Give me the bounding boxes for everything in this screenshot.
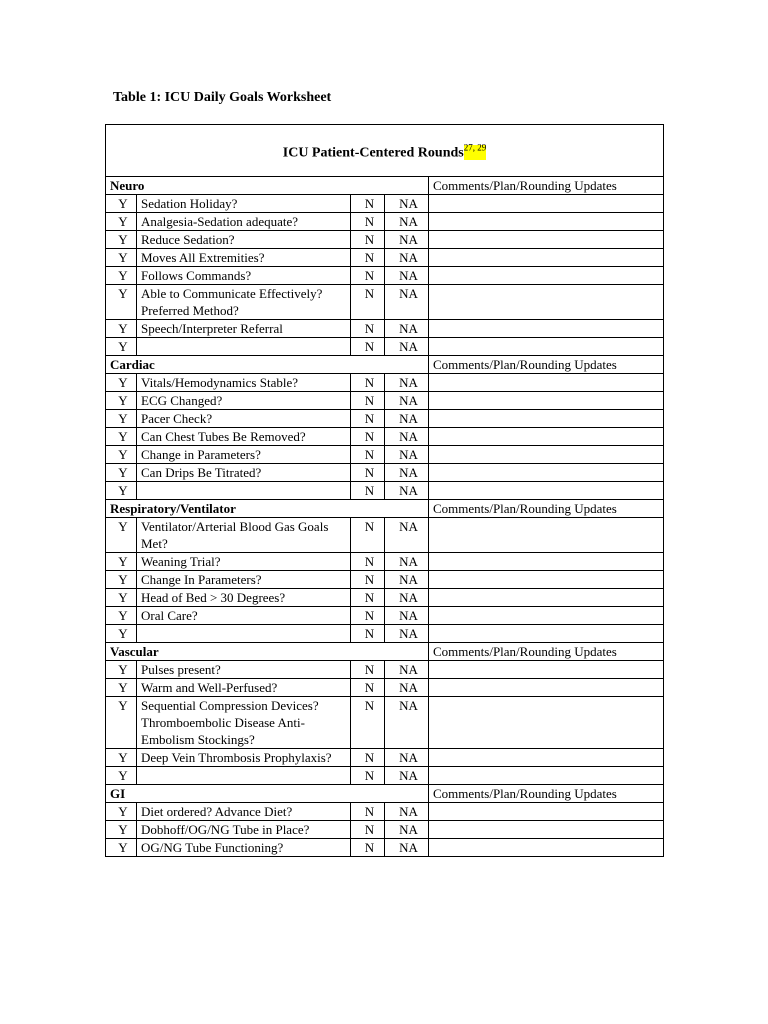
yes-option[interactable]: Y [106,625,137,643]
goal-question: Weaning Trial? [137,553,351,571]
no-option[interactable]: N [351,839,385,857]
no-option[interactable]: N [351,446,385,464]
comments-header: Comments/Plan/Rounding Updates [429,643,664,661]
yes-option[interactable]: Y [106,749,137,767]
section-header-row [106,500,664,518]
goal-row [106,249,664,267]
comments-cell[interactable] [429,821,664,839]
na-option[interactable]: NA [385,749,429,767]
no-option[interactable]: N [351,803,385,821]
yes-option[interactable]: Y [106,679,137,697]
comments-cell[interactable] [429,589,664,607]
section-header-row [106,643,664,661]
no-option[interactable]: N [351,661,385,679]
yes-option[interactable]: Y [106,482,137,500]
section-header-row [106,356,664,374]
yes-option[interactable]: Y [106,374,137,392]
na-option[interactable]: NA [385,803,429,821]
no-option[interactable]: N [351,571,385,589]
goal-question: Speech/Interpreter Referral [137,320,351,338]
comments-cell[interactable] [429,392,664,410]
no-option[interactable]: N [351,285,385,320]
goals-worksheet-table [105,124,664,857]
comments-header: Comments/Plan/Rounding Updates [429,177,664,195]
no-option[interactable]: N [351,392,385,410]
yes-option[interactable]: Y [106,410,137,428]
comments-cell[interactable] [429,571,664,589]
goal-row [106,839,664,857]
yes-option[interactable]: Y [106,338,137,356]
goal-question: Ventilator/Arterial Blood Gas Goals Met? [137,518,351,553]
na-option[interactable]: NA [385,697,429,749]
na-option[interactable]: NA [385,428,429,446]
goal-row [106,749,664,767]
yes-option[interactable]: Y [106,589,137,607]
na-option[interactable]: NA [385,320,429,338]
yes-option[interactable]: Y [106,571,137,589]
na-option[interactable]: NA [385,195,429,213]
goal-row [106,482,664,500]
no-option[interactable]: N [351,410,385,428]
no-option[interactable]: N [351,607,385,625]
goal-question: Change In Parameters? [137,571,351,589]
yes-option[interactable]: Y [106,464,137,482]
no-option[interactable]: N [351,320,385,338]
comments-cell[interactable] [429,625,664,643]
goal-question [137,767,351,785]
comments-cell[interactable] [429,553,664,571]
yes-option[interactable]: Y [106,803,137,821]
goal-question: Able to Communicate Effectively? Preferred Method? [137,285,351,320]
goal-question [137,482,351,500]
comments-cell[interactable] [429,231,664,249]
yes-option[interactable]: Y [106,285,137,320]
section-title: GI [106,785,429,803]
goal-question: Follows Commands? [137,267,351,285]
goal-row [106,464,664,482]
na-option[interactable]: NA [385,249,429,267]
na-option[interactable]: NA [385,410,429,428]
no-option[interactable]: N [351,767,385,785]
na-option[interactable]: NA [385,607,429,625]
na-option[interactable]: NA [385,482,429,500]
no-option[interactable]: N [351,231,385,249]
goal-question: Change in Parameters? [137,446,351,464]
goal-row [106,392,664,410]
no-option[interactable]: N [351,213,385,231]
comments-cell[interactable] [429,803,664,821]
yes-option[interactable]: Y [106,267,137,285]
comments-cell[interactable] [429,482,664,500]
goal-question: Head of Bed > 30 Degrees? [137,589,351,607]
no-option[interactable]: N [351,464,385,482]
goal-question: Analgesia-Sedation adequate? [137,213,351,231]
comments-cell[interactable] [429,839,664,857]
goal-row [106,661,664,679]
comments-cell[interactable] [429,338,664,356]
comments-cell[interactable] [429,213,664,231]
goal-row [106,589,664,607]
yes-option[interactable]: Y [106,213,137,231]
no-option[interactable]: N [351,195,385,213]
goal-question: Diet ordered? Advance Diet? [137,803,351,821]
comments-cell[interactable] [429,767,664,785]
goal-row [106,571,664,589]
comments-cell[interactable] [429,195,664,213]
yes-option[interactable]: Y [106,195,137,213]
comments-cell[interactable] [429,518,664,553]
section-header-row [106,177,664,195]
table-title-row [106,125,664,177]
yes-option[interactable]: Y [106,821,137,839]
no-option[interactable]: N [351,679,385,697]
title-text: ICU Patient-Centered Rounds [282,145,464,161]
goal-row [106,553,664,571]
no-option[interactable]: N [351,697,385,749]
no-option[interactable]: N [351,589,385,607]
table-caption: Table 1: ICU Daily Goals Worksheet [113,90,332,105]
na-option[interactable]: NA [385,839,429,857]
section-title: Neuro [106,177,429,195]
goal-row [106,803,664,821]
goal-row [106,195,664,213]
yes-option[interactable]: Y [106,839,137,857]
goal-row [106,767,664,785]
goal-question: Dobhoff/OG/NG Tube in Place? [137,821,351,839]
goal-question: Can Drips Be Titrated? [137,464,351,482]
goal-question: Sedation Holiday? [137,195,351,213]
goal-row [106,697,664,749]
na-option[interactable]: NA [385,374,429,392]
na-option[interactable]: NA [385,518,429,553]
na-option[interactable]: NA [385,213,429,231]
goal-row [106,679,664,697]
goal-question: Deep Vein Thrombosis Prophylaxis? [137,749,351,767]
comments-cell[interactable] [429,267,664,285]
comments-cell[interactable] [429,607,664,625]
no-option[interactable]: N [351,374,385,392]
goal-question: Oral Care? [137,607,351,625]
comments-cell[interactable] [429,410,664,428]
goal-row [106,231,664,249]
goal-question: Vitals/Hemodynamics Stable? [137,374,351,392]
title-citation [463,142,487,160]
goal-row [106,374,664,392]
comments-cell[interactable] [429,428,664,446]
comments-header: Comments/Plan/Rounding Updates [429,500,664,518]
goal-question: Warm and Well-Perfused? [137,679,351,697]
na-option[interactable]: NA [385,338,429,356]
comments-cell[interactable] [429,446,664,464]
no-option[interactable]: N [351,821,385,839]
section-title: Cardiac [106,356,429,374]
goal-question [137,625,351,643]
comments-header: Comments/Plan/Rounding Updates [429,785,664,803]
no-option[interactable]: N [351,553,385,571]
goal-row [106,625,664,643]
comments-cell[interactable] [429,679,664,697]
goal-row [106,518,664,553]
comments-cell[interactable] [429,749,664,767]
goal-row [106,338,664,356]
yes-option[interactable]: Y [106,249,137,267]
goal-row [106,428,664,446]
yes-option[interactable]: Y [106,320,137,338]
yes-option[interactable]: Y [106,231,137,249]
goal-row [106,267,664,285]
yes-option[interactable]: Y [106,446,137,464]
yes-option[interactable]: Y [106,428,137,446]
section-title: Respiratory/Ventilator [106,500,429,518]
na-option[interactable]: NA [385,392,429,410]
goal-question: Can Chest Tubes Be Removed? [137,428,351,446]
na-option[interactable]: NA [385,625,429,643]
na-option[interactable]: NA [385,446,429,464]
yes-option[interactable]: Y [106,767,137,785]
goal-question: Pacer Check? [137,410,351,428]
na-option[interactable]: NA [385,231,429,249]
na-option[interactable]: NA [385,821,429,839]
yes-option[interactable]: Y [106,661,137,679]
goal-question: ECG Changed? [137,392,351,410]
goal-row [106,285,664,320]
no-option[interactable]: N [351,428,385,446]
goal-question: Pulses present? [137,661,351,679]
no-option[interactable]: N [351,749,385,767]
na-option[interactable]: NA [385,464,429,482]
goal-row [106,320,664,338]
yes-option[interactable]: Y [106,392,137,410]
no-option[interactable]: N [351,482,385,500]
no-option[interactable]: N [351,267,385,285]
comments-cell[interactable] [429,661,664,679]
goal-question: OG/NG Tube Functioning? [137,839,351,857]
goal-question [137,338,351,356]
section-title: Vascular [106,643,429,661]
na-option[interactable]: NA [385,661,429,679]
goal-row [106,213,664,231]
goal-row [106,821,664,839]
yes-option[interactable]: Y [106,607,137,625]
comments-cell[interactable] [429,374,664,392]
no-option[interactable]: N [351,518,385,553]
title-superscript: 27, 29 [463,142,487,153]
table-title [106,125,664,177]
goal-row [106,607,664,625]
na-option[interactable]: NA [385,267,429,285]
comments-header: Comments/Plan/Rounding Updates [429,356,664,374]
no-option[interactable]: N [351,338,385,356]
yes-option[interactable]: Y [106,697,137,749]
goal-row [106,410,664,428]
yes-option[interactable]: Y [106,518,137,553]
comments-cell[interactable] [429,285,664,320]
yes-option[interactable]: Y [106,553,137,571]
na-option[interactable]: NA [385,589,429,607]
comments-cell[interactable] [429,249,664,267]
goal-question: Moves All Extremities? [137,249,351,267]
section-header-row [106,785,664,803]
na-option[interactable]: NA [385,767,429,785]
na-option[interactable]: NA [385,571,429,589]
no-option[interactable]: N [351,249,385,267]
na-option[interactable]: NA [385,679,429,697]
goal-row [106,446,664,464]
comments-cell[interactable] [429,464,664,482]
comments-cell[interactable] [429,320,664,338]
na-option[interactable]: NA [385,553,429,571]
comments-cell[interactable] [429,697,664,749]
goal-question: Reduce Sedation? [137,231,351,249]
na-option[interactable]: NA [385,285,429,320]
goal-question: Sequential Compression Devices? Thromboembolic Disease Anti-Embolism Stockings? [137,697,351,749]
no-option[interactable]: N [351,625,385,643]
